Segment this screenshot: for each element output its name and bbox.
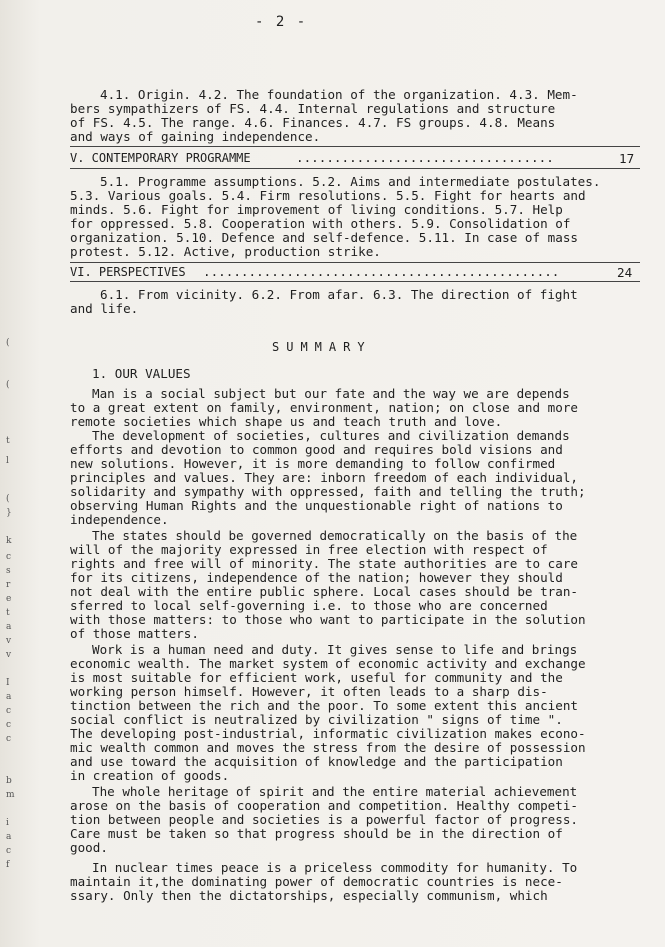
toc-chapter-vi-title: VI. PERSPECTIVES <box>70 265 186 279</box>
body-line: sferred to local self-governing i.e. to those who are concerned <box>70 598 548 613</box>
body-line: economic wealth. The market system of economic activity and exchange <box>70 656 586 671</box>
body-line: maintain it,the dominating power of democratic countries is nece- <box>70 874 563 889</box>
margin-fragment: ( <box>6 338 10 348</box>
body-line: good. <box>70 840 108 855</box>
margin-fragment: c <box>6 720 12 730</box>
margin-fragment: v <box>6 650 12 660</box>
body-line: arose on the basis of cooperation and competition. Healthy competi- <box>70 798 578 813</box>
body-line: in creation of goods. <box>70 768 230 783</box>
body-line: to a great extent on family, environment, nation; on close and more <box>70 400 578 415</box>
toc-chapter-v-page: 17 <box>619 151 635 166</box>
body-line: The development of societies, cultures and civilization demands <box>92 428 570 443</box>
body-line: for its citizens, independence of the nation; however they should <box>70 570 563 585</box>
margin-fragment: c <box>6 706 12 716</box>
summary-heading: SUMMARY <box>272 340 372 354</box>
toc-item-line: organization. 5.10. Defence and self-defence. 5.11. In case of mass <box>70 230 578 245</box>
body-line: and use toward the acquisition of knowledge and the participation <box>70 754 563 769</box>
margin-fragment: c <box>6 846 12 856</box>
body-line: rights and free will of minority. The state authorities are to care <box>70 556 578 571</box>
body-line: Work is a human need and duty. It gives sense to life and brings <box>92 642 578 657</box>
margin-fragment: t <box>6 608 10 618</box>
toc-item-line: 5.3. Various goals. 5.4. Firm resolutions. 5.5. Fight for hearts and <box>70 188 586 203</box>
toc-item-line: of FS. 4.5. The range. 4.6. Finances. 4.7. FS groups. 4.8. Means <box>70 115 556 130</box>
body-line: mic wealth common and moves the stress from the desire of possession <box>70 740 586 755</box>
body-line: The whole heritage of spirit and the entire material achievement <box>92 784 578 799</box>
margin-fragment: i <box>6 818 9 828</box>
toc-chapter-vi-page: 24 <box>617 265 633 280</box>
body-line: In nuclear times peace is a priceless commodity for humanity. To <box>92 860 578 875</box>
divider <box>70 146 640 147</box>
margin-fragment: ( <box>6 494 10 504</box>
toc-item-line: 5.1. Programme assumptions. 5.2. Aims and intermediate postulates. <box>100 174 601 189</box>
margin-fragment: a <box>6 622 12 632</box>
body-line: observing Human Rights and the unquestionable right of nations to <box>70 498 563 513</box>
toc-item-line: minds. 5.6. Fight for improvement of living conditions. 5.7. Help <box>70 202 563 217</box>
toc-item-line: and ways of gaining independence. <box>70 129 321 144</box>
divider <box>70 168 640 169</box>
body-line: tinction between the rich and the poor. To some extent this ancient <box>70 698 578 713</box>
body-line: not deal with the entire public sphere. Local cases should be tran- <box>70 584 578 599</box>
margin-fragment: k <box>6 536 12 546</box>
body-line: ssary. Only then the dictatorships, especially communism, which <box>70 888 548 903</box>
body-line: will of the majority expressed in free election with respect of <box>70 542 548 557</box>
body-line: The developing post-industrial, informatic civilization makes econo- <box>70 726 586 741</box>
body-line: The states should be governed democratically on the basis of the <box>92 528 578 543</box>
body-line: social conflict is neutralized by civilization " signs of time ". <box>70 712 563 727</box>
margin-fragment: c <box>6 552 12 562</box>
margin-fragment: c <box>6 734 12 744</box>
body-line: Man is a social subject but our fate and the way we are depends <box>92 386 570 401</box>
body-line: principles and values. They are: inborn freedom of each individual, <box>70 470 578 485</box>
toc-chapter-v-leader: .................................. <box>296 150 554 165</box>
body-line: solidarity and sympathy with oppressed, faith and telling the truth; <box>70 484 586 499</box>
toc-item-line: bers sympathizers of FS. 4.4. Internal regulations and structure <box>70 101 556 116</box>
margin-fragment: s <box>6 566 11 576</box>
toc-item-line: 6.1. From vicinity. 6.2. From afar. 6.3. The direction of fight <box>100 287 578 302</box>
margin-fragment: r <box>6 580 11 590</box>
margin-fragment: a <box>6 832 12 842</box>
toc-chapter-v-title: V. CONTEMPORARY PROGRAMME <box>70 151 251 165</box>
margin-fragment: l <box>6 456 9 466</box>
body-line: is most suitable for efficient work, useful for community and the <box>70 670 563 685</box>
toc-item-line: and life. <box>70 301 139 316</box>
toc-item-line: 4.1. Origin. 4.2. The foundation of the organization. 4.3. Mem- <box>100 87 578 102</box>
margin-fragment: a <box>6 692 12 702</box>
margin-fragment: } <box>6 508 12 518</box>
body-line: of those matters. <box>70 626 199 641</box>
divider <box>70 281 640 282</box>
body-line: tion between people and societies is a powerful factor of progress. <box>70 812 578 827</box>
margin-fragment: b <box>6 776 12 786</box>
toc-chapter-vi-leader: ............................................... <box>203 264 560 279</box>
margin-fragment: e <box>6 594 12 604</box>
toc-item-line: protest. 5.12. Active, production strike. <box>70 244 381 259</box>
page-number: - 2 - <box>255 14 308 30</box>
body-line: efforts and devotion to common good and requires bold visions and <box>70 442 563 457</box>
divider <box>70 262 640 263</box>
section-heading-our-values: 1. OUR VALUES <box>92 366 191 381</box>
margin-fragment: m <box>6 790 15 800</box>
margin-fragment: v <box>6 636 12 646</box>
margin-fragment: f <box>6 860 10 870</box>
margin-fragment: ( <box>6 380 10 390</box>
body-line: remote societies which shape us and teach truth and love. <box>70 414 503 429</box>
body-line: new solutions. However, it is more demanding to follow confirmed <box>70 456 556 471</box>
body-line: Care must be taken so that progress should be in the direction of <box>70 826 563 841</box>
margin-fragment: t <box>6 436 10 446</box>
margin-fragment: I <box>6 678 10 688</box>
body-line: working person himself. However, it often leads to a sharp dis- <box>70 684 548 699</box>
toc-item-line: for oppressed. 5.8. Cooperation with others. 5.9. Consolidation of <box>70 216 571 231</box>
body-line: with those matters: to those who want to participate in the solution <box>70 612 586 627</box>
body-line: independence. <box>70 512 169 527</box>
